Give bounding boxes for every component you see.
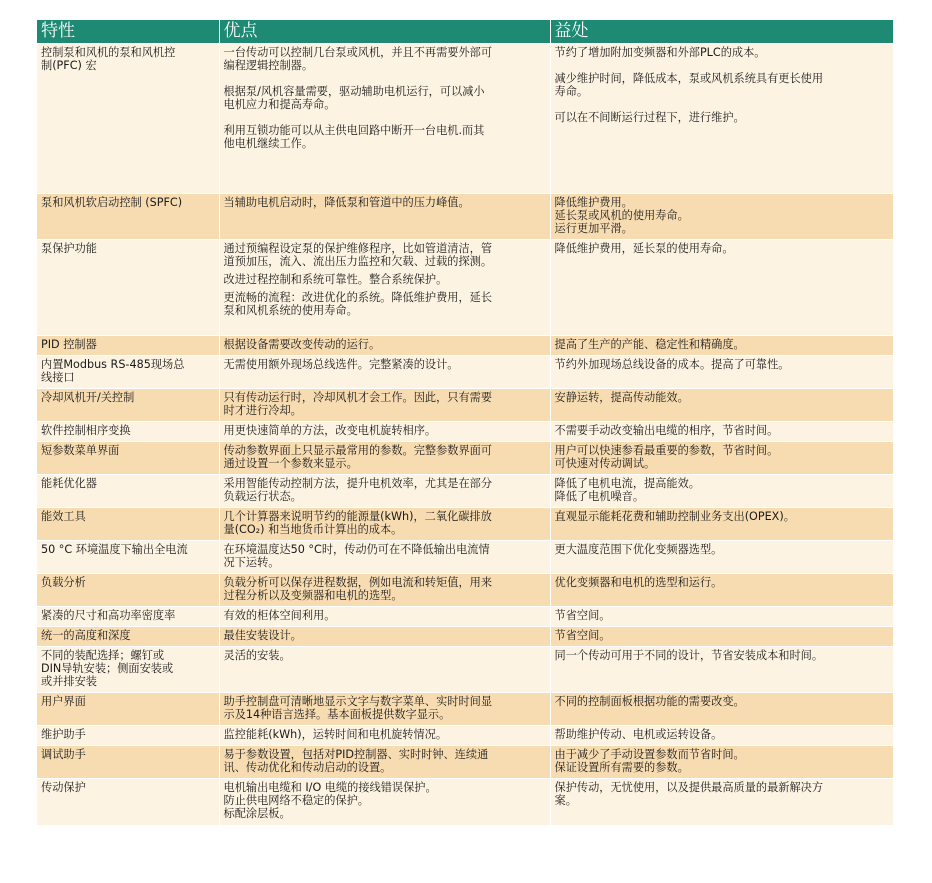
benefit-text-line: 节省空间。 [554,629,611,642]
benefit-cell [550,647,893,693]
feature-cell [37,356,219,389]
table-row [37,627,893,647]
advantage-text-line: 负载分析可以保存进程数据，例如电流和转矩值，用来 [223,576,493,589]
feature-text-line: 或并排安装 [41,675,97,688]
benefit-text-line: 节约外加现场总线设备的成本。提高了可靠性。 [554,358,790,371]
feature-cell [37,647,219,693]
feature-text-line: PID 控制器 [41,338,97,351]
advantage-text-line: 易于参数设置，包括对PID控制器、实时时钟、连续通 [223,748,489,761]
table-row [37,779,893,825]
table-row [37,356,893,389]
table-row [37,574,893,607]
advantage-text-line: 道预加压，流入、流出压力监控和欠载、过载的探测。 [223,255,493,268]
table-row [37,647,893,693]
feature-cell [37,194,219,240]
advantage-cell [219,422,550,442]
benefit-cell [550,746,893,779]
advantage-text-line: 最佳安装设计。 [223,629,302,642]
benefit-text-line: 安静运转，提高传动能效。 [554,391,689,404]
feature-cell [37,541,219,574]
benefit-cell [550,356,893,389]
table-row [37,422,893,442]
feature-text-line: 传动保护 [41,781,86,794]
feature-text-line: DIN导轨安装；侧面安装或 [41,662,174,675]
table-row [37,475,893,508]
advantage-cell [219,44,550,194]
advantage-cell [219,746,550,779]
benefit-text-line: 寿命。 [554,85,589,98]
benefit-text-line: 延长泵或风机的使用寿命。 [554,209,689,222]
benefit-cell [550,336,893,356]
benefit-text-line: 保护传动，无忧使用，以及提供最高质量的最新解决方 [554,781,824,794]
feature-cell [37,607,219,627]
advantage-text-line: 讯、传动优化和传动启动的设置。 [223,761,392,774]
advantage-text-line: 灵活的安装。 [223,649,291,662]
benefit-cell [550,442,893,475]
advantage-cell [219,627,550,647]
benefit-text-line: 可快速对传动调试。 [554,457,656,470]
advantage-text-line: 根据泵/风机容量需要，驱动辅助电机运行，可以减小 [223,85,485,98]
advantage-text-line: 几个计算器来说明节约的能源量(kWh)，二氧化碳排放 [223,510,492,523]
table-row [37,389,893,422]
feature-cell [37,44,219,194]
advantage-text-line: 监控能耗(kWh)，运转时间和电机旋转情况。 [223,728,448,741]
advantage-text-line: 一台传动可以控制几台泵或风机，并且不再需要外部可 [223,46,493,59]
advantage-text-line: 况下运转。 [223,556,280,569]
table-row [37,746,893,779]
advantage-cell [219,336,550,356]
advantage-text-line: 传动参数界面上只显示最常用的参数。完整参数界面可 [223,444,493,457]
benefit-text-line: 提高了生产的产能、稳定性和精确度。 [554,338,745,351]
feature-cell [37,475,219,508]
feature-cell [37,726,219,746]
advantage-text-line: 过程分析以及变频器和电机的选型。 [223,589,403,602]
advantage-text-line: 示及14种语言选择。基本面板提供数字显示。 [223,708,451,721]
benefit-text-line: 降低了电机噪音。 [554,490,645,503]
feature-text-line: 维护助手 [41,728,86,741]
advantage-text-line: 无需使用额外现场总线选件。完整紧凑的设计。 [223,358,459,371]
benefit-text-line: 降低维护费用，延长泵的使用寿命。 [554,242,734,255]
feature-text-line: 控制泵和风机的泵和风机控 [41,46,176,59]
benefit-text-line: 更大温度范围下优化变频器选型。 [554,543,723,556]
feature-cell [37,574,219,607]
advantage-text-line: 负载运行状态。 [223,490,302,503]
advantage-cell [219,574,550,607]
table-row [37,442,893,475]
benefit-cell [550,607,893,627]
advantage-cell [219,647,550,693]
advantage-text-line: 防止供电网络不稳定的保护。 [223,794,369,807]
benefit-text-line: 不需要手动改变输出电缆的相序，节省时间。 [554,424,779,437]
advantage-text-line: 标配涂层板。 [223,807,291,820]
table-row [37,726,893,746]
benefit-text-line: 直观显示能耗花费和辅助控制业务支出(OPEX)。 [554,510,795,523]
table-body [37,44,893,825]
feature-text-line: 50 °C 环境温度下输出全电流 [41,543,188,556]
header-feature: 特性 [37,20,219,44]
feature-cell [37,693,219,726]
feature-text-line: 紧凑的尺寸和高功率密度率 [41,609,176,622]
table-row [37,607,893,627]
advantage-cell [219,541,550,574]
advantage-text-line: 量(CO₂) 和当地货币计算出的成本。 [223,523,403,536]
benefit-text-line: 由于减少了手动设置参数而节省时间。 [554,748,745,761]
advantage-text-line: 电机输出电缆和 I/O 电缆的接线错误保护。 [223,781,437,794]
header-advantage: 优点 [219,20,550,44]
feature-text-line: 线接口 [41,371,75,384]
table-row [37,693,893,726]
table-row [37,44,893,194]
feature-text-line: 能效工具 [41,510,86,523]
benefit-cell [550,475,893,508]
feature-text-line: 内置Modbus RS-485现场总 [41,358,185,371]
benefit-text-line: 案。 [554,794,577,807]
benefit-text-line: 减少维护时间，降低成本，泵或风机系统具有更长使用 [554,72,824,85]
advantage-cell [219,442,550,475]
feature-cell [37,779,219,825]
advantage-text-line: 用更快速简单的方法，改变电机旋转相序。 [223,424,437,437]
advantage-text-line: 泵和风机系统的使用寿命。 [223,304,358,317]
advantage-text-line: 通过设置一个参数来显示。 [223,457,358,470]
advantage-text-line: 采用智能传动控制方法，提升电机效率，尤其是在部分 [223,477,493,490]
benefit-text-line: 帮助维护传动、电机或运转设备。 [554,728,723,741]
benefit-cell [550,422,893,442]
advantage-text-line: 在环境温度达50 °C时，传动仍可在不降低输出电流情 [223,543,490,556]
benefit-cell [550,389,893,422]
feature-text-line: 不同的装配选择；螺钉或 [41,649,165,662]
advantage-text-line: 只有传动运行时，冷却风机才会工作。因此，只有需要 [223,391,493,404]
benefit-cell [550,194,893,240]
feature-text-line: 制(PFC) 宏 [41,59,97,72]
advantage-text-line: 时才进行冷却。 [223,404,302,417]
advantage-cell [219,508,550,541]
benefit-text-line: 同一个传动可用于不同的设计，节省安装成本和时间。 [554,649,824,662]
feature-text-line: 短参数菜单界面 [41,444,120,457]
advantage-cell [219,607,550,627]
table-row [37,240,893,336]
advantage-cell [219,240,550,336]
benefit-cell [550,44,893,194]
advantage-text-line: 当辅助电机启动时，降低泵和管道中的压力峰值。 [223,196,470,209]
feature-text-line: 泵和风机软启动控制 (SPFC) [41,196,183,209]
feature-text-line: 调试助手 [41,748,86,761]
table-row [37,336,893,356]
benefit-cell [550,779,893,825]
advantage-text-line: 编程逻辑控制器。 [223,59,314,72]
benefit-cell [550,508,893,541]
table-row [37,194,893,240]
feature-text-line: 统一的高度和深度 [41,629,131,642]
benefit-text-line: 可以在不间断运行过程下，进行维护。 [554,111,745,124]
advantage-cell [219,726,550,746]
advantage-text-line: 有效的柜体空间利用。 [223,609,336,622]
benefit-text-line: 节省空间。 [554,609,611,622]
advantage-cell [219,475,550,508]
benefit-text-line: 用户可以快速参看最重要的参数，节省时间。 [554,444,779,457]
header-benefit: 益处 [550,20,893,44]
feature-text-line: 冷却风机开/关控制 [41,391,135,404]
advantage-cell [219,693,550,726]
feature-table-container [37,20,893,825]
feature-cell [37,336,219,356]
feature-cell [37,240,219,336]
benefit-text-line: 节约了增加附加变频器和外部PLC的成本。 [554,46,766,59]
feature-cell [37,627,219,647]
benefit-cell [550,574,893,607]
advantage-cell [219,389,550,422]
benefit-cell [550,541,893,574]
feature-cell [37,389,219,422]
advantage-text-line: 根据设备需要改变传动的运行。 [223,338,381,351]
advantage-cell [219,194,550,240]
table-row [37,508,893,541]
advantage-text-line: 更流畅的流程：改进优化的系统。降低维护费用，延长 [223,291,493,304]
feature-cell [37,422,219,442]
advantage-cell [219,356,550,389]
benefit-text-line: 降低维护费用。 [554,196,633,209]
benefit-text-line: 不同的控制面板根据功能的需要改变。 [554,695,745,708]
feature-text-line: 泵保护功能 [41,242,97,255]
benefit-cell [550,693,893,726]
benefit-text-line: 降低了电机电流，提高能效。 [554,477,700,490]
benefit-text-line: 运行更加平滑。 [554,222,633,235]
feature-text-line: 软件控制相序变换 [41,424,131,437]
feature-cell [37,508,219,541]
table-header-row [37,20,893,44]
advantage-text-line: 利用互锁功能可以从主供电回路中断开一台电机.而其 [223,124,485,137]
benefit-cell [550,240,893,336]
feature-table [37,20,893,825]
feature-text-line: 能耗优化器 [41,477,97,490]
table-row [37,541,893,574]
benefit-cell [550,726,893,746]
advantage-text-line: 助手控制盘可清晰地显示文字与数字菜单、实时时间显 [223,695,493,708]
advantage-cell [219,779,550,825]
feature-text-line: 用户界面 [41,695,86,708]
benefit-text-line: 优化变频器和电机的选型和运行。 [554,576,723,589]
feature-cell [37,746,219,779]
advantage-text-line: 他电机继续工作。 [223,137,314,150]
benefit-cell [550,627,893,647]
advantage-text-line: 改进过程控制和系统可靠性。整合系统保护。 [223,273,448,286]
advantage-text-line: 电机应力和提高寿命。 [223,98,336,111]
feature-cell [37,442,219,475]
feature-text-line: 负载分析 [41,576,86,589]
benefit-text-line: 保证设置所有需要的参数。 [554,761,689,774]
advantage-text-line: 通过预编程设定泵的保护维修程序，比如管道清洁，管 [223,242,493,255]
